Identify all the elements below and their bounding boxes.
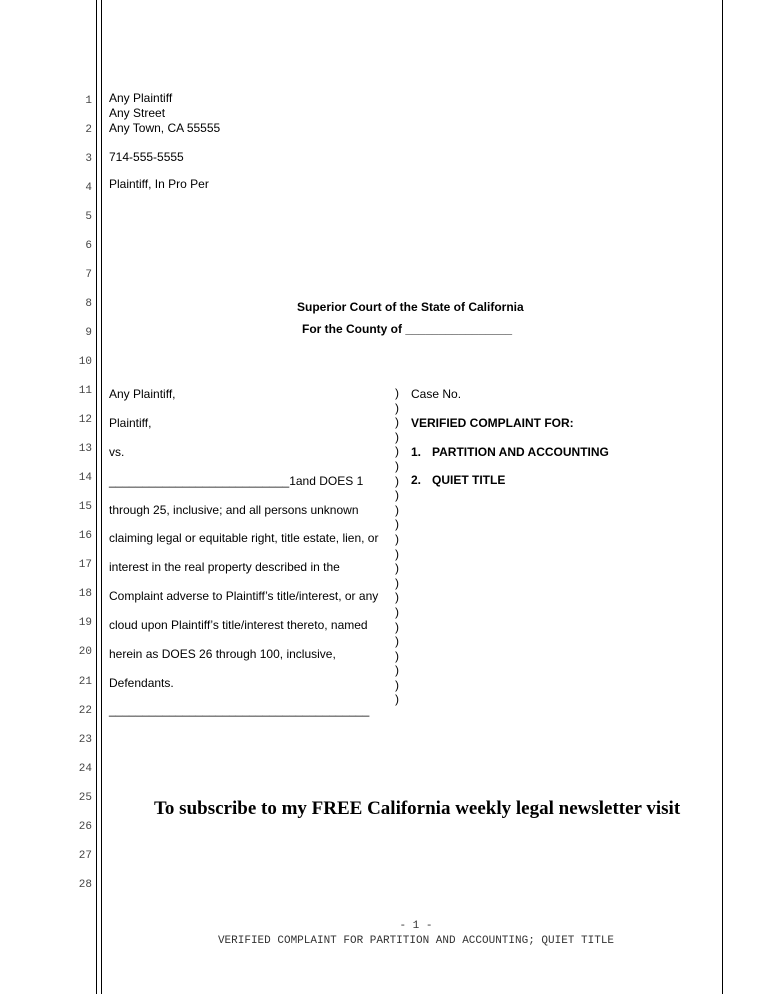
footer-page-number: - 1 - xyxy=(399,920,433,932)
line-number: 1 xyxy=(85,95,92,107)
subscribe-banner: To subscribe to my FREE California weekly legal newsletter visit xyxy=(154,798,681,819)
line-number: 17 xyxy=(78,559,92,571)
margin-line-left-inner xyxy=(101,0,102,994)
court-county: For the County of ________________ xyxy=(302,322,513,336)
caption-defendants-line: ___________________________1and DOES 1 xyxy=(109,474,364,488)
line-number: 3 xyxy=(85,153,92,165)
cause-number: 2. xyxy=(411,473,422,487)
cause-label: QUIET TITLE xyxy=(432,473,506,487)
header-name: Any Plaintiff xyxy=(109,91,173,105)
line-number: 2 xyxy=(85,124,92,136)
line-number: 11 xyxy=(78,385,92,397)
caption-defendants-line: interest in the real property described in the xyxy=(109,560,340,574)
caption-defendants-line: Complaint adverse to Plaintiff’s title/interest, or any xyxy=(109,589,379,603)
line-number: 16 xyxy=(78,530,92,542)
line-number: 23 xyxy=(78,734,92,746)
caption-defendants-line: cloud upon Plaintiff’s title/interest thereto, named xyxy=(109,618,368,632)
caption-plaintiff: Any Plaintiff, xyxy=(109,387,176,401)
line-number: 27 xyxy=(78,850,92,862)
line-number: 18 xyxy=(78,588,92,600)
caption-defendants-line: claiming legal or equitable right, title estate, lien, or xyxy=(109,531,379,545)
line-number: 8 xyxy=(85,298,92,310)
caption-vs: vs. xyxy=(109,445,125,459)
line-number: 5 xyxy=(85,211,92,223)
caption-defendants-line: _______________________________________ xyxy=(109,703,370,717)
line-number: 13 xyxy=(78,443,92,455)
line-number: 7 xyxy=(85,269,92,281)
line-number: 28 xyxy=(78,879,92,891)
line-number: 14 xyxy=(78,472,92,484)
margin-line-left-outer xyxy=(96,0,97,994)
line-number: 25 xyxy=(78,792,92,804)
footer-title: VERIFIED COMPLAINT FOR PARTITION AND ACCOUNTING; QUIET TITLE xyxy=(217,935,615,947)
header-city: Any Town, CA 55555 xyxy=(109,121,221,135)
line-number: 6 xyxy=(85,240,92,252)
caption-defendants-line: herein as DOES 26 through 100, inclusive, xyxy=(109,647,336,661)
case-number-label: Case No. xyxy=(411,387,462,401)
court-name: Superior Court of the State of California xyxy=(297,300,524,314)
header-status: Plaintiff, In Pro Per xyxy=(109,177,209,191)
line-number: 12 xyxy=(78,414,92,426)
line-number: 20 xyxy=(78,646,92,658)
header-street: Any Street xyxy=(109,106,166,120)
line-number: 22 xyxy=(78,705,92,717)
caption-divider: ) ) ) ) ) ) ) ) ) ) ) ) ) ) ) ) ) ) ) ) ) ) xyxy=(395,386,399,707)
document-title: VERIFIED COMPLAINT FOR: xyxy=(411,416,574,430)
header-phone: 714-555-5555 xyxy=(109,150,184,164)
cause-label: PARTITION AND ACCOUNTING xyxy=(432,445,609,459)
caption-defendants-line: through 25, inclusive; and all persons unknown xyxy=(109,503,359,517)
line-number: 24 xyxy=(78,763,92,775)
line-number: 15 xyxy=(78,501,92,513)
caption-plaintiff-role: Plaintiff, xyxy=(109,416,152,430)
caption-defendants-line: Defendants. xyxy=(109,676,174,690)
line-number: 19 xyxy=(78,617,92,629)
line-number: 21 xyxy=(78,676,92,688)
line-number: 10 xyxy=(78,356,92,368)
cause-number: 1. xyxy=(411,445,422,459)
line-number: 9 xyxy=(85,327,92,339)
line-number: 4 xyxy=(85,182,92,194)
line-number: 26 xyxy=(78,821,92,833)
margin-line-right xyxy=(722,0,723,994)
